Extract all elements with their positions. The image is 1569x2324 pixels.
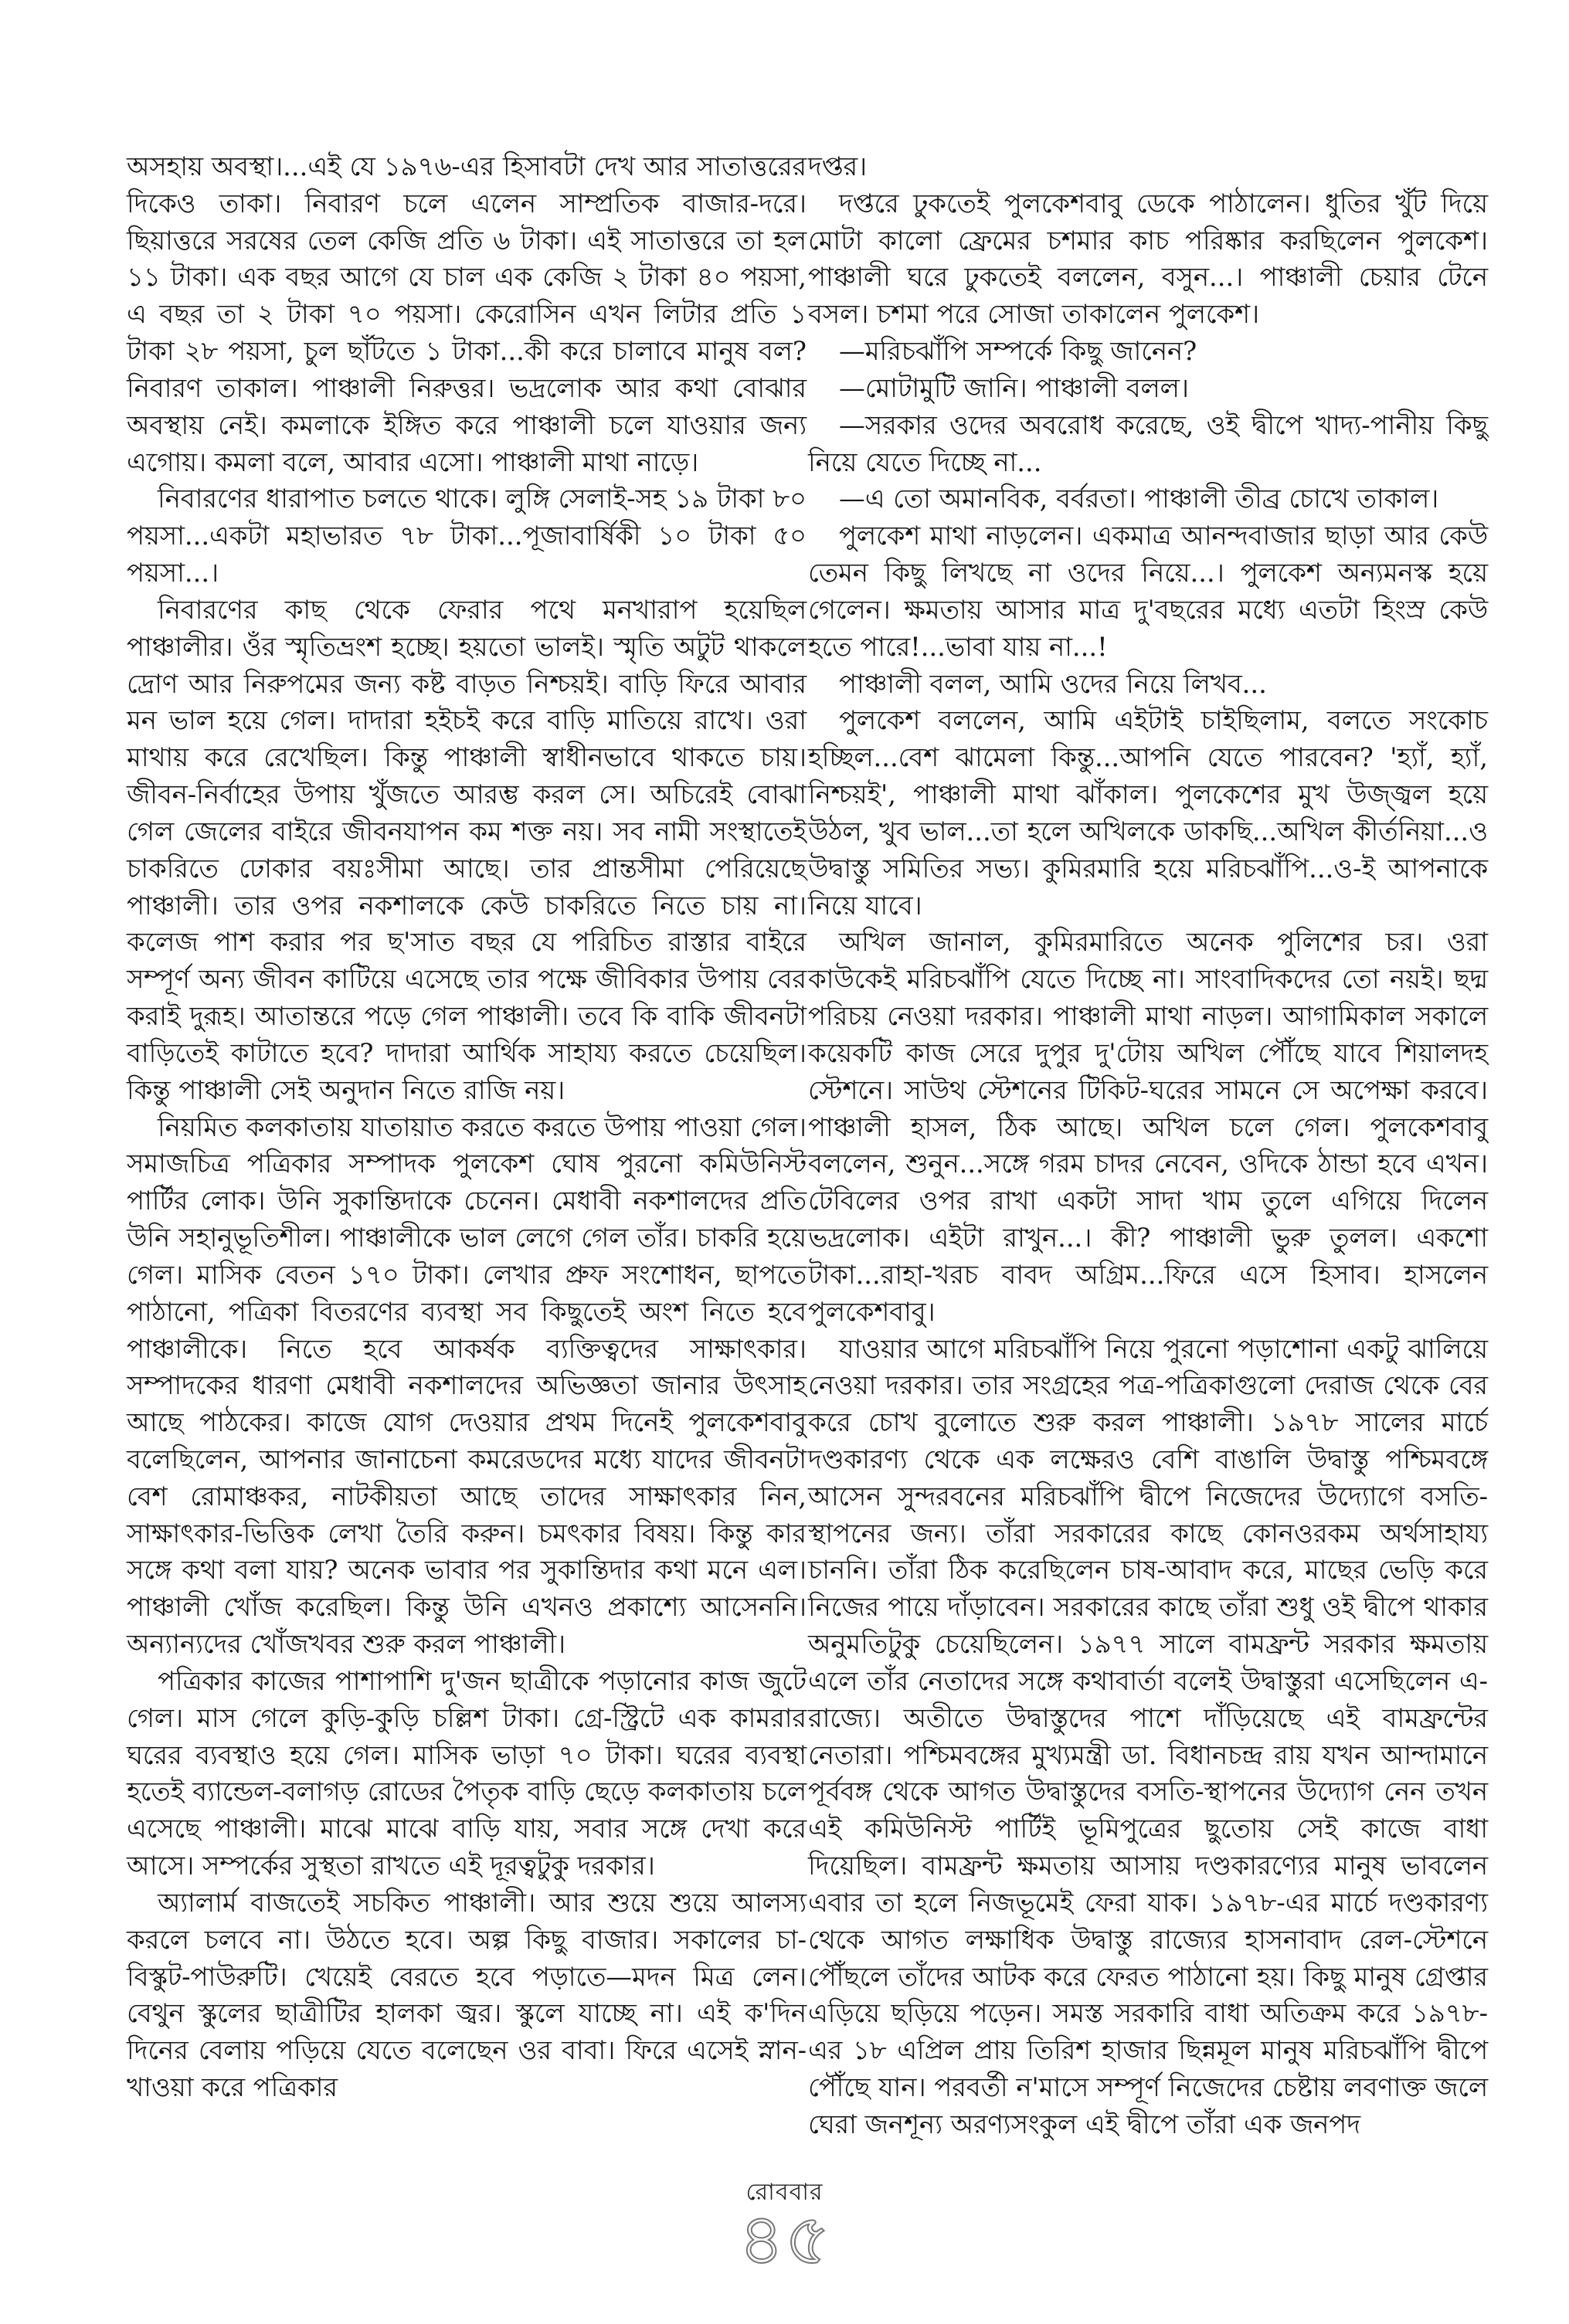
- paragraph: অসহায় অবস্থা।...এই যে ১৯৭৬-এর হিসাবটা দেখ আর সাতাত্তরের দিকেও তাকা। নিবারণ চলে এলেন সাম্প্রতিক বাজার-দরে। ছিয়াত্তরে সরষের তেল কেজি প্রতি ৬ টাকা। এই সাতাত্তরে তা হল ১১ টাকা। এক বছর আগে যে চাল এক কেজি ২ টাকা ৪০ পয়সা, এ বছর তা ২ টাকা ৭০ পয়সা। কেরোসিন এখন লিটার প্রতি ১ টাকা ২৮ পয়সা, চুল ছাঁটতে ১ টাকা...কী করে চালাবে মানুষ বল? নিবারণ তাকাল। পাঞ্চালী নিরুত্তর। ভদ্রলোক আর কথা বোঝার অবস্থায় নেই। কমলাকে ইঙ্গিত করে পাঞ্চালী চলে যাওয়ার জন্য এগোয়। কমলা বলে, আবার এসো। পাঞ্চালী মাথা নাড়ে।: [127, 151, 807, 477]
- right-column: [808, 148, 1488, 2143]
- dialogue-line: —মোটামুটি জানি। পাঞ্চালী বলল।: [839, 372, 1189, 403]
- paragraph: দপ্তর।: [808, 151, 868, 182]
- paragraph: যাওয়ার আগে মরিচঝাঁপি নিয়ে পুরনো পড়াশোনা একটু ঝালিয়ে নেওয়া দরকার। তার সংগ্রহের পত্র-পত্রিকাগুলো দেরাজ থেকে বের করে চোখ বুলোতে শুরু করল পাঞ্চালী। ১৯৭৮ সালের মার্চে দণ্ডকারণ্য থেকে এক লক্ষেরও বেশি বাঙালি উদ্বাস্তু পশ্চিমবঙ্গে আসেন সুন্দরবনের মরিচঝাঁপি দ্বীপে নিজেদের উদ্যোগে বসতি-স্থাপনের জন্য। তাঁরা সরকারের কাছে কোনওরকম অর্থসাহায্য চাননি। তাঁরা ঠিক করেছিলেন চাষ-আবাদ করে, মাছের ভেড়ি করে নিজের পায়ে দাঁড়াবেন। সরকারের কাছে তাঁরা শুধু ওই দ্বীপে থাকার অনুমতিটুকু চেয়েছিলেন। ১৯৭৭ সালে বামফ্রন্ট সরকার ক্ষমতায় এলে তাঁর নেতাদের সঙ্গে কথাবার্তা বলেই উদ্বাস্তুরা এসেছিলেন এ-রাজ্যে। অতীতে উদ্বাস্তুদের পাশে দাঁড়িয়েছে এই বামফ্রন্টের নেতারা। পশ্চিমবঙ্গের মুখ্যমন্ত্রী ডা. বিধানচন্দ্র রায় যখন আন্দামানে পূর্ববঙ্গ থেকে আগত উদ্বাস্তুদের বসতি-স্থাপনের উদ্যোগ নেন তখন এই কমিউনিস্ট পার্টিই ভূমিপুত্রের ছুতোয় সেই কাজে বাধা দিয়েছিল। বামফ্রন্ট ক্ষমতায় আসায় দণ্ডকারণ্যের মানুষ ভাবলেন এবার তা হলে নিজভূমেই ফেরা যাক। ১৯৭৮-এর মার্চে দণ্ডকারণ্য থেকে আগত লক্ষাধিক উদ্বাস্তু রাজ্যের হাসনাবাদ রেল-স্টেশনে পৌঁছলে তাঁদের আটক করে ফেরত পাঠানো হয়। কিছু মানুষ গ্রেপ্তার এড়িয়ে ছড়িয়ে পড়েন। সমস্ত সরকারি বাধা অতিক্রম করে ১৯৭৮-এর ১৮ এপ্রিল প্রায় তিরিশ হাজার ছিন্নমূল মানুষ মরিচঝাঁপি দ্বীপে পৌঁছে যান। পরবর্তী ন'মাসে সম্পূর্ণ নিজেদের চেষ্টায় লবণাক্ত জলে ঘেরা জনশূন্য অরণ্যসংকুল এই দ্বীপে তাঁরা এক জনপদ: [808, 1333, 1488, 2139]
- paragraph: নিবারণের কাছ থেকে ফেরার পথে মনখারাপ হয়েছিল পাঞ্চালীর। ওঁর স্মৃতিভ্রংশ হচ্ছে। হয়তো ভালই। স্মৃতি অটুট থাকলে দ্রোণ আর নিরুপমের জন্য কষ্ট বাড়ত নিশ্চয়ই। বাড়ি ফিরে আবার মন ভাল হয়ে গেল। দাদারা হইচই করে বাড়ি মাতিয়ে রাখে। ওরা মাথায় করে রেখেছিল। কিন্তু পাঞ্চালী স্বাধীনভাবে থাকতে চায়। জীবন-নির্বাহের উপায় খুঁজতে আরম্ভ করল সে। অচিরেই বোঝা গেল জেলের বাইরে জীবনযাপন কম শক্ত নয়। সব নামী সংস্থাতেই চাকরিতে ঢোকার বয়ঃসীমা আছে। তার প্রান্তসীমা পেরিয়েছে পাঞ্চালী। তার ওপর নকশালকে কেউ চাকরিতে নিতে চায় না। কলেজ পাশ করার পর ছ'সাত বছর যে পরিচিত রাস্তার বাইরে সম্পূর্ণ অন্য জীবন কাটিয়ে এসেছে তার পক্ষে জীবিকার উপায় বের করাই দুরূহ। আতান্তরে পড়ে গেল পাঞ্চালী। তবে কি বাকি জীবনটা বাড়িতেই কাটাতে হবে? দাদারা আর্থিক সাহায্য করতে চেয়েছিল। কিন্তু পাঞ্চালী সেই অনুদান নিতে রাজি নয়।: [127, 594, 807, 1105]
- paragraph: নিয়মিত কলকাতায় যাতায়াত করতে করতে উপায় পাওয়া গেল। সমাজচিত্র পত্রিকার সম্পাদক পুলকেশ ঘোষ পুরনো কমিউনিস্ট পার্টির লোক। উনি সুকান্তিদাকে চেনেন। মেধাবী নকশালদের প্রতি উনি সহানুভূতিশীল। পাঞ্চালীকে ভাল লেগে গেল তাঁর। চাকরি হয়ে গেল। মাসিক বেতন ১৭০ টাকা। লেখার প্রুফ সংশোধন, ছাপতে পাঠানো, পত্রিকা বিতরণের ব্যবস্থা সব কিছুতেই অংশ নিতে হবে পাঞ্চালীকে। নিতে হবে আকর্ষক ব্যক্তিত্বদের সাক্ষাৎকার। সম্পাদকের ধারণা মেধাবী নকশালদের অভিজ্ঞতা জানার উৎসাহ আছে পাঠকের। কাজে যোগ দেওয়ার প্রথম দিনেই পুলকেশবাবু বলেছিলেন, আপনার জানাচেনা কমরেডদের মধ্যে যাদের জীবনটা বেশ রোমাঞ্চকর, নাটকীয়তা আছে তাদের সাক্ষাৎকার নিন, সাক্ষাৎকার-ভিত্তিক লেখা তৈরি করুন। চমৎকার বিষয়। কিন্তু কার সঙ্গে কথা বলা যায়? অনেক ভাবার পর সুকান্তিদার কথা মনে এল। পাঞ্চালী খোঁজ করেছিল। কিন্তু উনি এখনও প্রকাশ্যে আসেননি। অন্যান্যদের খোঁজখবর শুরু করল পাঞ্চালী।: [127, 1111, 807, 1660]
- paragraph: অ্যালার্ম বাজতেই সচকিত পাঞ্চালী। আর শুয়ে শুয়ে আলস্য করলে চলবে না। উঠতে হবে। অল্প কিছু বাজার। সকালের চা-বিস্কুট-পাউরুটি। খেয়েই বেরতে হবে পড়াতে—মদন মিত্র লেন। বেথুন স্কুলের ছাত্রীটির হালকা জ্বর। স্কুলে যাচ্ছে না। এই ক'দিন দিনের বেলায় পড়িয়ে যেতে বলেছেন ওর বাবা। ফিরে এসেই স্নান-খাওয়া করে পত্রিকার: [127, 1887, 807, 2103]
- paragraph: অখিল জানাল, কুমিরমারিতে অনেক পুলিশের চর। ওরা কাউকেই মরিচঝাঁপি যেতে দিচ্ছে না। সাংবাদিকদের তো নয়ই। ছদ্ম পরিচয় নেওয়া দরকার। পাঞ্চালী মাথা নাড়ল। আগামিকাল সকালে কয়েকটি কাজ সেরে দুপুর দু'টোয় অখিল পৌঁছে যাবে শিয়ালদহ স্টেশনে। সাউথ স্টেশনের টিকিট-ঘরের সামনে সে অপেক্ষা করবে। পাঞ্চালী হাসল, ঠিক আছে। অখিল চলে গেল। পুলকেশবাবু বললেন, শুনুন...সঙ্গে গরম চাদর নেবেন, ওদিকে ঠান্ডা হবে এখন। টেবিলের ওপর রাখা একটা সাদা খাম তুলে এগিয়ে দিলেন ভদ্রলোক। এইটা রাখুন...। কী? পাঞ্চালী ভুরু তুলল। একশো টাকা...রাহা-খরচ বাবদ অগ্রিম...ফিরে এসে হিসাব। হাসলেন পুলকেশবাবু।: [808, 927, 1488, 1327]
- left-column: [127, 148, 807, 2106]
- paragraph: পাঞ্চালী বলল, আমি ওদের নিয়ে লিখব...: [839, 668, 1267, 699]
- dialogue-line: —মরিচঝাঁপি সম্পর্কে কিছু জানেন?: [839, 336, 1197, 367]
- dialogue-line: —সরকার ওদের অবরোধ করেছে, ওই দ্বীপে খাদ্য-পানীয় কিছু নিয়ে যেতে দিচ্ছে না...: [808, 409, 1488, 477]
- paragraph: পত্রিকার কাজের পাশাপাশি দু'জন ছাত্রীকে পড়ানোর কাজ জুটে গেল। মাস গেলে কুড়ি-কুড়ি চল্লিশ টাকা। গ্রে-স্ট্রিটে এক কামরার ঘরের ব্যবস্থাও হয়ে গেল। মাসিক ভাড়া ৭০ টাকা। ঘরের ব্যবস্থা হতেই ব্যান্ডেল-বলাগড় রোডের পৈতৃক বাড়ি ছেড়ে কলকাতায় চলে এসেছে পাঞ্চালী। মাঝে মাঝে বাড়ি যায়, সবার সঙ্গে দেখা করে আসে। সম্পর্কের সুস্থতা রাখতে এই দূরত্বটুকু দরকার।: [127, 1665, 807, 1881]
- paragraph: দপ্তরে ঢুকতেই পুলকেশবাবু ডেকে পাঠালেন। ধুতির খুঁট দিয়ে মোটা কালো ফ্রেমের চশমার কাচ পরিষ্কার করছিলেন পুলকেশ। পাঞ্চালী ঘরে ঢুকতেই বললেন, বসুন...। পাঞ্চালী চেয়ার টেনে বসল। চশমা পরে সোজা তাকালেন পুলকেশ।: [808, 188, 1488, 330]
- paragraph: পুলকেশ মাথা নাড়লেন। একমাত্র আনন্দবাজার ছাড়া আর কেউ তেমন কিছু লিখছে না ওদের নিয়ে...। পুলকেশ অন্যমনস্ক হয়ে গেলেন। ক্ষমতায় আসার মাত্র দু'বছরের মধ্যে এতটা হিংস্র কেউ হতে পারে!...ভাবা যায় না...!: [808, 521, 1488, 662]
- paragraph: পুলকেশ বললেন, আমি এইটাই চাইছিলাম, বলতে সংকোচ হচ্ছিল...বেশ ঝামেলা কিন্তু...আপনি যেতে পারবেন? 'হ্যাঁ, হ্যাঁ, নিশ্চয়ই', পাঞ্চালী মাথা ঝাঁকাল। পুলকেশের মুখ উজ্জ্বল হয়ে উঠল, খুব ভাল...তা হলে অখিলকে ডাকছি...অখিল কীর্তনিয়া...ও উদ্বাস্তু সমিতির সভ্য। কুমিরমারি হয়ে মরিচঝাঁপি...ও-ই আপনাকে নিয়ে যাবে।: [808, 705, 1488, 921]
- paragraph: নিবারণের ধারাপাত চলতে থাকে। লুঙ্গি সেলাই-সহ ১৯ টাকা ৮০ পয়সা...একটা মহাভারত ৭৮ টাকা...পূজাবার্ষিকী ১০ টাকা ৫০ পয়সা...।: [127, 483, 807, 589]
- page-number: ৪৫: [738, 2198, 831, 2281]
- magazine-name: রোববার: [745, 2179, 824, 2206]
- dialogue-line: —এ তো অমানবিক, বর্বরতা। পাঞ্চালী তীব্র চোখে তাকাল।: [839, 483, 1439, 514]
